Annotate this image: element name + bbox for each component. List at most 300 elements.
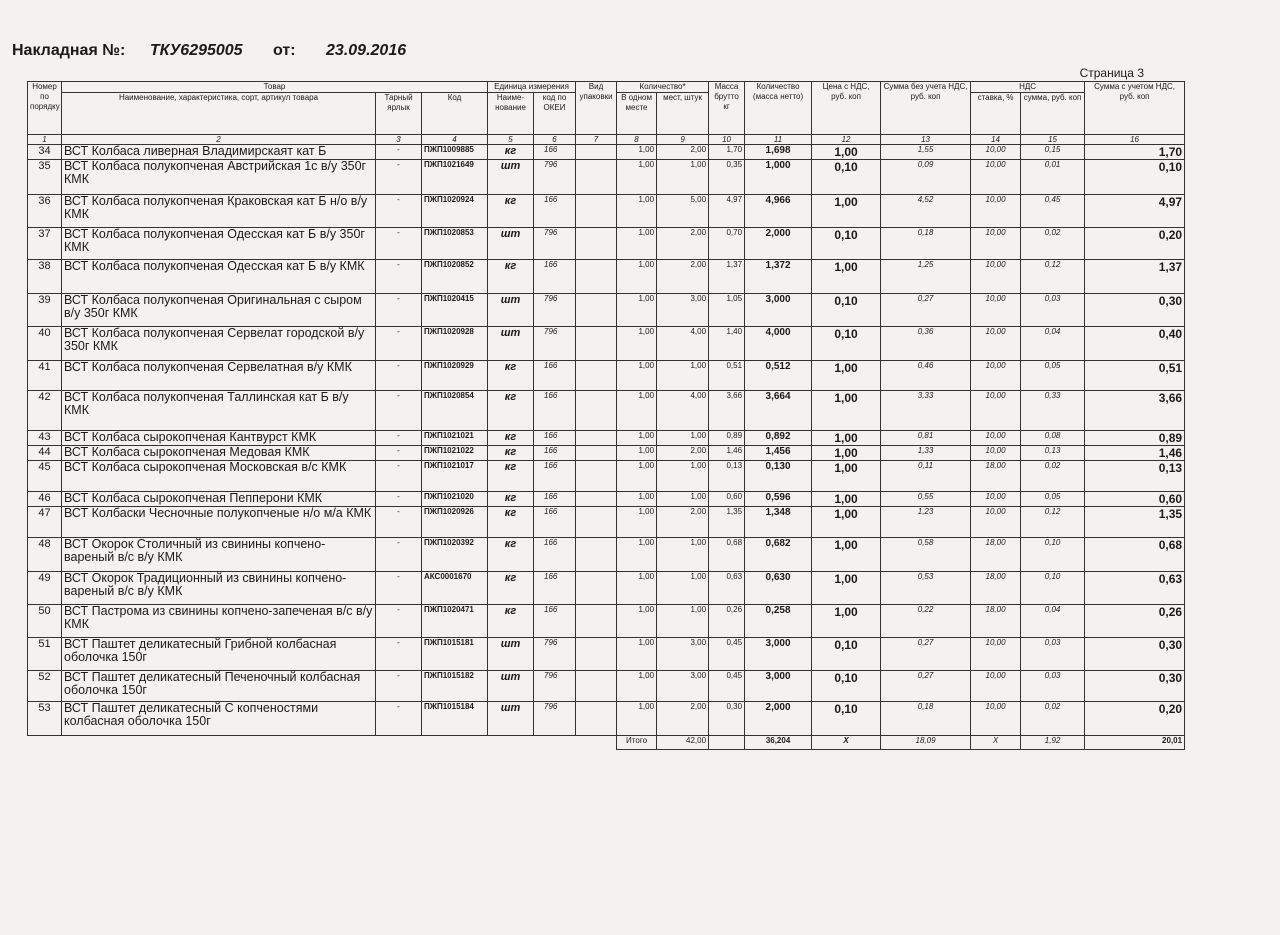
okei-code: 166 — [534, 572, 576, 605]
gross-mass: 0,13 — [709, 461, 745, 492]
unit-name: шт — [488, 294, 534, 327]
qty-in-place: 1,00 — [617, 605, 657, 638]
totals-label: Итого — [617, 736, 657, 750]
sum-with-vat: 0,40 — [1085, 327, 1185, 361]
row-number: 53 — [28, 702, 62, 736]
col-desc-header: Наименование, характеристика, сорт, артикул товара — [62, 93, 376, 135]
unit-name: шт — [488, 671, 534, 702]
okei-code: 166 — [534, 260, 576, 294]
net-quantity: 0,892 — [745, 431, 812, 446]
product-name: ВСТ Колбаса полукопченая Одесская кат Б в/у 350г КМК — [62, 228, 376, 260]
qty-in-place: 1,00 — [617, 638, 657, 671]
col-vat-group-header: НДС — [971, 82, 1085, 93]
sum-without-vat: 0,11 — [881, 461, 971, 492]
tare-label: - — [376, 260, 422, 294]
pack-type — [576, 638, 617, 671]
col-unit-name-header: Наиме-нование — [488, 93, 534, 135]
col-price-header: Цена с НДС, руб. коп — [812, 82, 881, 135]
sum-without-vat: 1,55 — [881, 145, 971, 160]
okei-code: 166 — [534, 507, 576, 538]
unit-name: кг — [488, 538, 534, 572]
sum-without-vat: 0,46 — [881, 361, 971, 391]
totals-places: 42,00 — [657, 736, 709, 750]
product-name: ВСТ Колбаса сырокопченая Кантвурст КМК — [62, 431, 376, 446]
col-goods-header: Товар — [62, 82, 488, 93]
gross-mass: 1,40 — [709, 327, 745, 361]
net-quantity: 1,348 — [745, 507, 812, 538]
gross-mass: 0,60 — [709, 492, 745, 507]
sum-without-vat: 0,18 — [881, 228, 971, 260]
okei-code: 166 — [534, 391, 576, 431]
vat-rate: 10,00 — [971, 294, 1021, 327]
sum-with-vat: 0,30 — [1085, 294, 1185, 327]
table-row — [28, 391, 1185, 431]
sum-without-vat: 4,52 — [881, 195, 971, 228]
vat-sum: 0,08 — [1021, 431, 1085, 446]
product-name: ВСТ Колбаса ливерная Владимирскаят кат Б — [62, 145, 376, 160]
tare-label: - — [376, 294, 422, 327]
price-with-vat: 1,00 — [812, 461, 881, 492]
product-name: ВСТ Колбаса полукопченая Таллинская кат Б в/у КМК — [62, 391, 376, 431]
tare-label: - — [376, 638, 422, 671]
vat-rate: 10,00 — [971, 391, 1021, 431]
row-number: 39 — [28, 294, 62, 327]
gross-mass: 0,70 — [709, 228, 745, 260]
table-row — [28, 671, 1185, 702]
sum-with-vat: 0,26 — [1085, 605, 1185, 638]
row-number: 48 — [28, 538, 62, 572]
col-mass-header: Масса брутто кг — [709, 82, 745, 135]
sum-without-vat: 0,58 — [881, 538, 971, 572]
qty-in-place: 1,00 — [617, 260, 657, 294]
vat-sum: 0,04 — [1021, 327, 1085, 361]
net-quantity: 0,512 — [745, 361, 812, 391]
column-number: 2 — [62, 135, 376, 145]
sum-with-vat: 0,30 — [1085, 671, 1185, 702]
tare-label: - — [376, 507, 422, 538]
gross-mass: 3,66 — [709, 391, 745, 431]
product-code: ПЖП1021021 — [422, 431, 488, 446]
gross-mass: 1,37 — [709, 260, 745, 294]
table-row — [28, 461, 1185, 492]
okei-code: 166 — [534, 461, 576, 492]
table-row — [28, 327, 1185, 361]
column-number: 3 — [376, 135, 422, 145]
vat-rate: 18,00 — [971, 605, 1021, 638]
tare-label: - — [376, 446, 422, 461]
qty-in-place: 1,00 — [617, 572, 657, 605]
col-num-header: Номер по порядку — [28, 82, 62, 135]
qty-places: 1,00 — [657, 538, 709, 572]
sum-with-vat: 0,30 — [1085, 638, 1185, 671]
table-row — [28, 702, 1185, 736]
qty-places: 2,00 — [657, 145, 709, 160]
net-quantity: 3,000 — [745, 671, 812, 702]
pack-type — [576, 605, 617, 638]
sum-without-vat: 1,23 — [881, 507, 971, 538]
sum-without-vat: 1,33 — [881, 446, 971, 461]
row-number: 46 — [28, 492, 62, 507]
pack-type — [576, 361, 617, 391]
unit-name: шт — [488, 638, 534, 671]
col-code-header: Код — [422, 93, 488, 135]
unit-name: кг — [488, 507, 534, 538]
okei-code: 796 — [534, 702, 576, 736]
column-number: 10 — [709, 135, 745, 145]
sum-without-vat: 0,27 — [881, 294, 971, 327]
sum-with-vat: 0,68 — [1085, 538, 1185, 572]
tare-label: - — [376, 327, 422, 361]
col-total-header: Сумма с учетом НДС, руб. коп — [1085, 82, 1185, 135]
tare-label: - — [376, 391, 422, 431]
tare-label: - — [376, 538, 422, 572]
vat-rate: 10,00 — [971, 160, 1021, 195]
qty-in-place: 1,00 — [617, 702, 657, 736]
sum-with-vat: 0,13 — [1085, 461, 1185, 492]
qty-places: 3,00 — [657, 671, 709, 702]
tare-label: - — [376, 702, 422, 736]
table-row — [28, 492, 1185, 507]
row-number: 41 — [28, 361, 62, 391]
gross-mass: 1,05 — [709, 294, 745, 327]
product-name: ВСТ Колбаса сырокопченая Медовая КМК — [62, 446, 376, 461]
price-with-vat: 1,00 — [812, 492, 881, 507]
tare-label: - — [376, 145, 422, 160]
table-row — [28, 294, 1185, 327]
product-name: ВСТ Колбаса полукопченая Оригинальная с сыром в/у 350г КМК — [62, 294, 376, 327]
qty-places: 2,00 — [657, 260, 709, 294]
table-row — [28, 361, 1185, 391]
sum-without-vat: 0,18 — [881, 702, 971, 736]
vat-sum: 0,05 — [1021, 361, 1085, 391]
qty-in-place: 1,00 — [617, 671, 657, 702]
product-name: ВСТ Паштет деликатесный С копченостями колбасная оболочка 150г — [62, 702, 376, 736]
vat-sum: 0,13 — [1021, 446, 1085, 461]
totals-row — [28, 736, 1185, 750]
pack-type — [576, 492, 617, 507]
product-name: ВСТ Колбаса сырокопченая Московская в/с КМК — [62, 461, 376, 492]
qty-in-place: 1,00 — [617, 294, 657, 327]
price-with-vat: 1,00 — [812, 361, 881, 391]
product-name: ВСТ Колбаса полукопченая Сервелат городской в/у 350г КМК — [62, 327, 376, 361]
gross-mass: 0,51 — [709, 361, 745, 391]
table-row — [28, 431, 1185, 446]
qty-in-place: 1,00 — [617, 461, 657, 492]
unit-name: кг — [488, 260, 534, 294]
gross-mass: 1,46 — [709, 446, 745, 461]
vat-rate: 10,00 — [971, 327, 1021, 361]
col-okei-header: код по ОКЕИ — [534, 93, 576, 135]
okei-code: 796 — [534, 160, 576, 195]
okei-code: 166 — [534, 195, 576, 228]
okei-code: 166 — [534, 361, 576, 391]
invoice-number: ТКУ6295005 — [149, 42, 243, 59]
sum-without-vat: 1,25 — [881, 260, 971, 294]
product-code: ПЖП1009885 — [422, 145, 488, 160]
net-quantity: 3,000 — [745, 638, 812, 671]
qty-places: 1,00 — [657, 461, 709, 492]
gross-mass: 1,35 — [709, 507, 745, 538]
product-code: ПЖП1021020 — [422, 492, 488, 507]
gross-mass: 4,97 — [709, 195, 745, 228]
vat-sum: 0,15 — [1021, 145, 1085, 160]
vat-sum: 0,33 — [1021, 391, 1085, 431]
price-with-vat: 0,10 — [812, 671, 881, 702]
price-with-vat: 0,10 — [812, 702, 881, 736]
okei-code: 166 — [534, 145, 576, 160]
vat-rate: 10,00 — [971, 195, 1021, 228]
net-quantity: 1,456 — [745, 446, 812, 461]
row-number: 49 — [28, 572, 62, 605]
tare-label: - — [376, 671, 422, 702]
product-name: ВСТ Пастрома из свинины копчено-запеченая в/с в/у КМК — [62, 605, 376, 638]
column-numbers-row — [28, 135, 1185, 145]
sum-without-vat: 0,53 — [881, 572, 971, 605]
qty-in-place: 1,00 — [617, 361, 657, 391]
unit-name: шт — [488, 228, 534, 260]
price-with-vat: 0,10 — [812, 294, 881, 327]
product-code: ПЖП1021649 — [422, 160, 488, 195]
pack-type — [576, 195, 617, 228]
totals-vat: 1,92 — [1021, 736, 1085, 750]
pack-type — [576, 145, 617, 160]
col-net-header: Количество (масса нетто) — [745, 82, 812, 135]
product-code: АКС0001670 — [422, 572, 488, 605]
product-name: ВСТ Паштет деликатесный Грибной колбасная оболочка 150г — [62, 638, 376, 671]
column-number: 16 — [1085, 135, 1185, 145]
okei-code: 796 — [534, 638, 576, 671]
sum-with-vat: 0,51 — [1085, 361, 1185, 391]
pack-type — [576, 538, 617, 572]
product-name: ВСТ Колбаски Чесночные полукопченые н/о м/а КМК — [62, 507, 376, 538]
unit-name: кг — [488, 361, 534, 391]
vat-sum: 0,04 — [1021, 605, 1085, 638]
net-quantity: 1,698 — [745, 145, 812, 160]
qty-places: 1,00 — [657, 572, 709, 605]
unit-name: кг — [488, 461, 534, 492]
product-code: ПЖП1020926 — [422, 507, 488, 538]
okei-code: 796 — [534, 294, 576, 327]
vat-rate: 10,00 — [971, 145, 1021, 160]
pack-type — [576, 228, 617, 260]
qty-places: 2,00 — [657, 702, 709, 736]
qty-places: 5,00 — [657, 195, 709, 228]
net-quantity: 3,664 — [745, 391, 812, 431]
unit-name: шт — [488, 327, 534, 361]
gross-mass: 0,45 — [709, 638, 745, 671]
column-number: 12 — [812, 135, 881, 145]
table-row — [28, 538, 1185, 572]
vat-sum: 0,02 — [1021, 461, 1085, 492]
price-with-vat: 0,10 — [812, 160, 881, 195]
tare-label: - — [376, 492, 422, 507]
okei-code: 796 — [534, 671, 576, 702]
table-row — [28, 605, 1185, 638]
product-name: ВСТ Колбаса полукопченая Австрийская 1с в/у 350г КМК — [62, 160, 376, 195]
net-quantity: 0,130 — [745, 461, 812, 492]
pack-type — [576, 446, 617, 461]
totals-rate: X — [971, 736, 1021, 750]
pack-type — [576, 702, 617, 736]
net-quantity: 2,000 — [745, 702, 812, 736]
tare-label: - — [376, 228, 422, 260]
qty-places: 1,00 — [657, 431, 709, 446]
product-name: ВСТ Колбаса сырокопченая Пепперони КМК — [62, 492, 376, 507]
product-code: ПЖП1020929 — [422, 361, 488, 391]
product-name: ВСТ Окорок Столичный из свинины копчено-вареный в/с в/у КМК — [62, 538, 376, 572]
qty-in-place: 1,00 — [617, 431, 657, 446]
pack-type — [576, 391, 617, 431]
okei-code: 166 — [534, 446, 576, 461]
price-with-vat: 1,00 — [812, 431, 881, 446]
product-code: ПЖП1020415 — [422, 294, 488, 327]
unit-name: шт — [488, 702, 534, 736]
row-number: 37 — [28, 228, 62, 260]
page-number: Страница 3 — [1079, 66, 1144, 80]
price-with-vat: 1,00 — [812, 538, 881, 572]
price-with-vat: 1,00 — [812, 195, 881, 228]
unit-name: кг — [488, 431, 534, 446]
sum-with-vat: 0,10 — [1085, 160, 1185, 195]
sum-without-vat: 0,22 — [881, 605, 971, 638]
product-code: ПЖП1020471 — [422, 605, 488, 638]
sum-with-vat: 0,20 — [1085, 702, 1185, 736]
net-quantity: 0,630 — [745, 572, 812, 605]
tare-label: - — [376, 361, 422, 391]
net-quantity: 0,596 — [745, 492, 812, 507]
column-number: 9 — [657, 135, 709, 145]
col-tare-header: Тарный ярлык — [376, 93, 422, 135]
gross-mass: 1,70 — [709, 145, 745, 160]
product-code: ПЖП1021022 — [422, 446, 488, 461]
sum-without-vat: 0,36 — [881, 327, 971, 361]
gross-mass: 0,30 — [709, 702, 745, 736]
product-code: ПЖП1020852 — [422, 260, 488, 294]
row-number: 40 — [28, 327, 62, 361]
qty-in-place: 1,00 — [617, 391, 657, 431]
product-code: ПЖП1020854 — [422, 391, 488, 431]
vat-rate: 10,00 — [971, 228, 1021, 260]
qty-places: 3,00 — [657, 294, 709, 327]
unit-name: кг — [488, 572, 534, 605]
qty-in-place: 1,00 — [617, 538, 657, 572]
sum-with-vat: 1,35 — [1085, 507, 1185, 538]
product-name: ВСТ Паштет деликатесный Печеночный колбасная оболочка 150г — [62, 671, 376, 702]
col-pack-header: Вид упаковки — [576, 82, 617, 135]
product-code: ПЖП1020392 — [422, 538, 488, 572]
product-name: ВСТ Колбаса полукопченая Одесская кат Б в/у КМК — [62, 260, 376, 294]
vat-rate: 10,00 — [971, 492, 1021, 507]
net-quantity: 3,000 — [745, 294, 812, 327]
sum-with-vat: 0,63 — [1085, 572, 1185, 605]
totals-sum: 18,09 — [881, 736, 971, 750]
tare-label: - — [376, 195, 422, 228]
price-with-vat: 0,10 — [812, 327, 881, 361]
row-number: 42 — [28, 391, 62, 431]
qty-places: 2,00 — [657, 507, 709, 538]
sum-with-vat: 4,97 — [1085, 195, 1185, 228]
vat-rate: 10,00 — [971, 446, 1021, 461]
product-code: ПЖП1020924 — [422, 195, 488, 228]
price-with-vat: 0,10 — [812, 228, 881, 260]
qty-places: 1,00 — [657, 160, 709, 195]
vat-rate: 18,00 — [971, 538, 1021, 572]
vat-rate: 10,00 — [971, 260, 1021, 294]
vat-rate: 10,00 — [971, 702, 1021, 736]
unit-name: кг — [488, 145, 534, 160]
invoice-date: 23.09.2016 — [326, 42, 407, 59]
sum-with-vat: 1,70 — [1085, 145, 1185, 160]
tare-label: - — [376, 431, 422, 446]
table-row — [28, 195, 1185, 228]
vat-sum: 0,10 — [1021, 538, 1085, 572]
qty-in-place: 1,00 — [617, 446, 657, 461]
product-name: ВСТ Окорок Традиционный из свинины копчено-вареный в/с в/у КМК — [62, 572, 376, 605]
invoice-table — [27, 81, 1185, 750]
tare-label: - — [376, 572, 422, 605]
pack-type — [576, 431, 617, 446]
product-code: ПЖП1015184 — [422, 702, 488, 736]
vat-sum: 0,03 — [1021, 671, 1085, 702]
row-number: 44 — [28, 446, 62, 461]
vat-sum: 0,45 — [1021, 195, 1085, 228]
column-number: 14 — [971, 135, 1021, 145]
pack-type — [576, 461, 617, 492]
vat-sum: 0,03 — [1021, 638, 1085, 671]
pack-type — [576, 160, 617, 195]
row-number: 45 — [28, 461, 62, 492]
column-number: 8 — [617, 135, 657, 145]
unit-name: кг — [488, 605, 534, 638]
qty-in-place: 1,00 — [617, 228, 657, 260]
qty-in-place: 1,00 — [617, 492, 657, 507]
sum-with-vat: 1,46 — [1085, 446, 1185, 461]
row-number: 52 — [28, 671, 62, 702]
qty-places: 4,00 — [657, 391, 709, 431]
qty-places: 3,00 — [657, 638, 709, 671]
net-quantity: 4,000 — [745, 327, 812, 361]
qty-places: 1,00 — [657, 605, 709, 638]
vat-rate: 10,00 — [971, 361, 1021, 391]
vat-sum: 0,02 — [1021, 702, 1085, 736]
price-with-vat: 1,00 — [812, 507, 881, 538]
row-number: 47 — [28, 507, 62, 538]
okei-code: 166 — [534, 431, 576, 446]
table-row — [28, 228, 1185, 260]
gross-mass: 0,35 — [709, 160, 745, 195]
vat-rate: 10,00 — [971, 431, 1021, 446]
row-number: 38 — [28, 260, 62, 294]
qty-in-place: 1,00 — [617, 327, 657, 361]
vat-rate: 18,00 — [971, 461, 1021, 492]
qty-places: 2,00 — [657, 446, 709, 461]
row-number: 34 — [28, 145, 62, 160]
product-name: ВСТ Колбаса полукопченая Сервелатная в/у КМК — [62, 361, 376, 391]
product-code: ПЖП1015182 — [422, 671, 488, 702]
pack-type — [576, 260, 617, 294]
qty-in-place: 1,00 — [617, 160, 657, 195]
qty-places: 1,00 — [657, 361, 709, 391]
col-places-header: мест, штук — [657, 93, 709, 135]
qty-places: 2,00 — [657, 228, 709, 260]
unit-name: кг — [488, 492, 534, 507]
price-with-vat: 0,10 — [812, 638, 881, 671]
column-number: 7 — [576, 135, 617, 145]
sum-without-vat: 0,55 — [881, 492, 971, 507]
column-number: 11 — [745, 135, 812, 145]
vat-sum: 0,12 — [1021, 507, 1085, 538]
net-quantity: 1,000 — [745, 160, 812, 195]
